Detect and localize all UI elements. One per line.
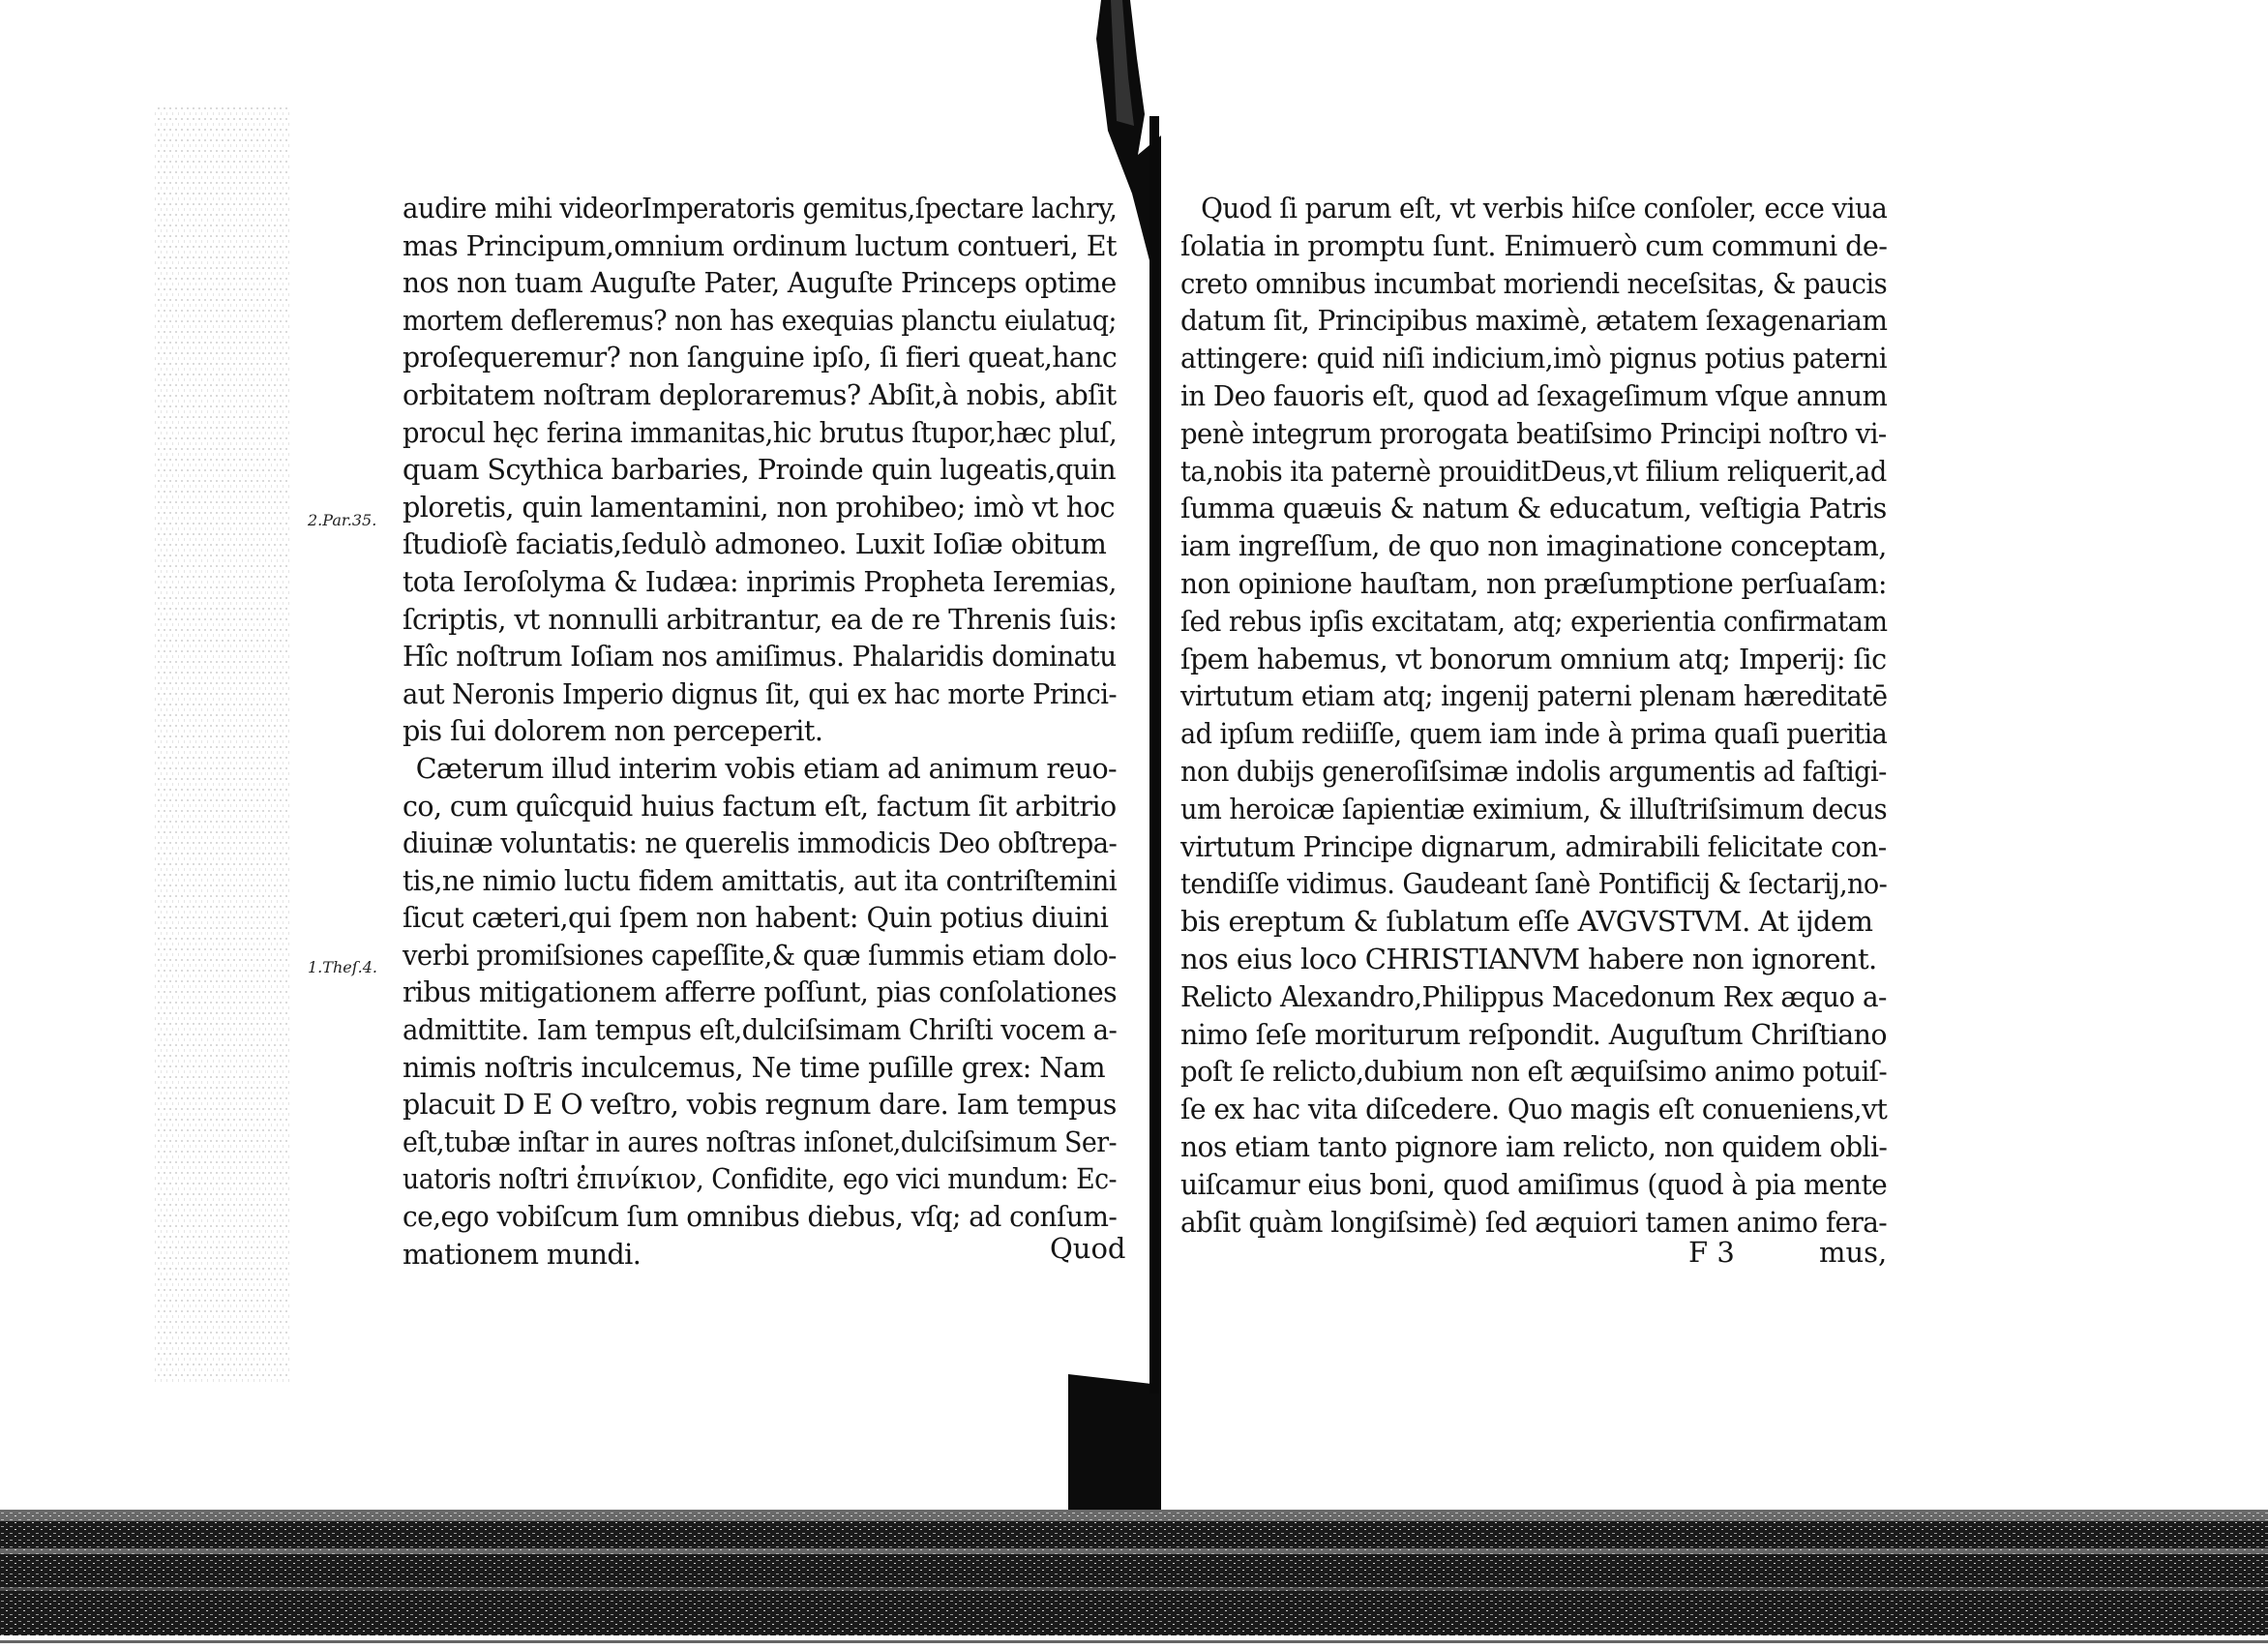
left-line: ce,ego vobiſcum ſum omnibus diebus, vſq; ad conſum- [403,1200,1118,1234]
left-line: procul hęc ferina immanitas,hic brutus ſtupor,hæc pluſ, [403,415,1118,449]
left-page-text [403,190,1126,1273]
left-line: nos non tuam Auguſte Pater, Auguſte Princeps optime [403,266,1117,300]
left-line: mas Principum,omnium ordinum luctum contueri, Et [403,228,1117,262]
right-line: creto omnibus incumbat moriendi neceſsitas, & paucis [1180,266,1888,300]
right-line: non dubijs generoſiſsimæ indolis argumentis ad faſtigi- [1180,754,1887,788]
right-line: nos etiam tanto pignore iam relicto, non quidem obli- [1180,1129,1888,1163]
right-line: ſolatia in promptu ſunt. Enimuerò cum communi de- [1180,228,1888,262]
left-line: nimis noſtris inculcemus, Ne time puſille grex: Nam [403,1050,1105,1084]
left-line: ribus mitigationem afferre poſſunt, pias conſolationes [403,975,1118,1009]
right-line: in Deo fauoris eſt, quod ad ſexageſimum vſque annum [1180,378,1888,412]
left-line: co, cum quîcquid huius factum eſt, factum ſit arbitrio [403,789,1117,823]
left-line: mortem defleremus? non has exequias planctu eiulatuq; [403,303,1117,337]
right-line: ſpem habemus, vt bonorum omnium atq; Imperij: ſic [1180,642,1887,675]
left-line: quam Scythica barbaries, Proinde quin lugeatis,quin [403,453,1117,487]
right-line: Quod ſi parum eſt, vt verbis hiſce conſoler, ecce viua [1201,192,1888,225]
right-line: ta,nobis ita paternè prouiditDeus,vt filium reliquerit,ad [1180,454,1887,488]
left-line: ploretis, quin lamentamini, non prohibeo; imò vt hoc [403,490,1115,524]
right-line: virtutum Principe dignarum, admirabili felicitate con- [1180,829,1887,863]
left-line: diuinæ voluntatis: ne querelis immodicis Deo obſtrepa- [403,826,1118,860]
right-line: nimo ſeſe moriturum reſpondit. Auguſtum Chriſtiano [1180,1017,1887,1051]
marginal-note: 2.Par.35. [308,511,377,529]
right-line: ſumma quæuis & natum & educatum, veſtigia Patris [1180,492,1887,525]
right-line: ad ipſum rediiſſe, quem iam inde à prima quaſi pueritia [1180,717,1888,751]
right-line: tendiſſe vidimus. Gaudeant ſanè Pontificij & ſectarij,no- [1180,867,1888,901]
left-line: ſicut cæteri,qui ſpem non habent: Quin potius diuini [403,901,1109,935]
left-line: Cæterum illud interim vobis etiam ad animum reuo- [415,751,1118,785]
left-line: audire mihi videorImperatoris gemitus,ſpectare lachry, [403,192,1118,225]
right-line: iam ingreſſum, de quo non imaginatione conceptam, [1180,529,1887,563]
right-line: datum ſit, Principibus maximè, ætatem ſexagenariam [1180,304,1888,338]
right-line: Relicto Alexandro,Philippus Macedonum Rex æquo a- [1180,979,1887,1013]
left-line: uatoris noſtri ἐπινίκιον, Confidite, ego vici mundum: Ec- [403,1162,1118,1196]
left-line: ſcriptis, vt nonnulli arbitrantur, ea de re Threnis ſuis: [403,602,1118,636]
left-line: verbi promiſsiones capeſſite,& quæ ſummis etiam dolo- [403,938,1117,972]
left-edge-noise [155,106,290,1384]
right-line: penè integrum prorogata beatiſsimo Principi noſtro vi- [1180,416,1887,450]
left-line: proſequeremur? non ſanguine ipſo, ſi fieri queat,hanc [403,341,1118,375]
right-line: abſit quàm longiſsimè) ſed æquiori tamen animo fera- [1180,1205,1888,1239]
left-line: aut Neronis Imperio dignus ſit, qui ex hac morte Princi- [403,676,1117,710]
right-line: attingere: quid niſi indicium,imò pignus potius paterni [1180,342,1887,375]
left-line: tis,ne nimio luctu fidem amittatis, aut ita contriſtemini [403,863,1118,897]
left-line: eſt,tubæ inſtar in aures noſtras inſonet,dulciſsimum Ser- [403,1124,1118,1158]
right-line: virtutum etiam atq; ingenij paterni plenam hæreditatē [1180,679,1888,713]
left-line: placuit D E O veſtro, vobis regnum dare. Iam tempus [403,1088,1117,1122]
right-line: uiſcamur eius boni, quod amiſimus (quod à pia mente [1180,1167,1888,1201]
right-line: nos eius loco CHRISTIANVM habere non ignorent. [1180,942,1877,975]
right-line: poſt ſe relicto,dubium non eſt æquiſsimo animo potuiſ- [1180,1055,1888,1089]
right-line: bis ereptum & ſublatum eſſe AVGVSTVM. At ijdem [1180,905,1873,939]
right-line: non opinione hauſtam, non præſumptione perſuaſam: [1180,566,1887,600]
right-line: ſed rebus ipſis excitatam, atq; experientia confirmatam [1180,604,1888,638]
left-catchword: Quod [1050,1232,1126,1265]
left-line: mationem mundi. [403,1237,642,1271]
right-catchword: mus, [1819,1236,1888,1269]
bottom-band [0,1510,2268,1649]
left-line: admittite. Iam tempus eſt,dulciſsimam Chriſti vocem a- [403,1013,1118,1047]
left-line: orbitatem noſtram deploraremus? Abſit,à nobis, abſit [403,377,1117,411]
right-page-text [1180,190,1887,1241]
marginal-note: 1.Theſ.4. [308,958,377,976]
left-line: tota Ieroſolyma & Iudæa: inprimis Propheta Ieremias, [403,564,1117,598]
right-line: um heroicæ ſapientiæ eximium, & illuſtriſsimum decus [1180,792,1888,825]
left-line: pis ſui dolorem non perceperit. [403,714,823,748]
right-line: ſe ex hac vita diſcedere. Quo magis eſt conueniens,vt [1180,1093,1888,1126]
signature-mark: F 3 [1688,1236,1735,1269]
gutter-line [1149,116,1159,1394]
left-line: Hîc noſtrum Ioſiam nos amiſimus. Phalaridis dominatu [403,640,1117,674]
left-line: ſtudioſè faciatis,ſedulò admoneo. Luxit Ioſiæ obitum [403,527,1107,561]
